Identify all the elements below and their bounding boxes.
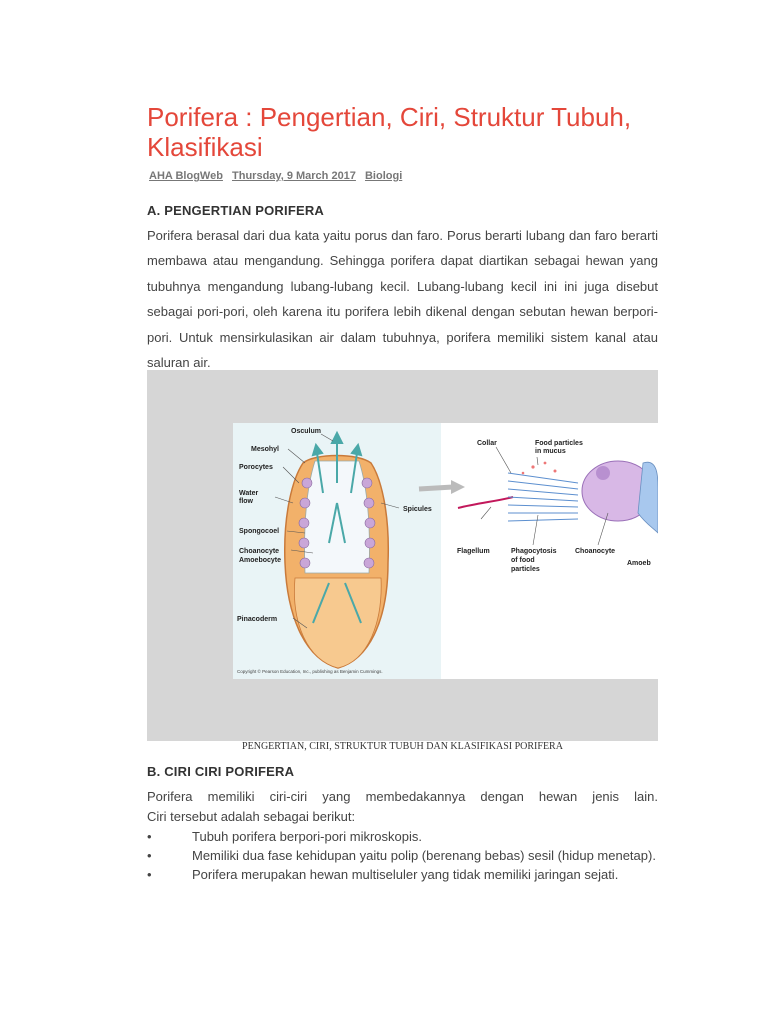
label-flagellum: Flagellum: [457, 548, 490, 555]
label-amoeb-right: Amoeb: [627, 560, 651, 567]
ciri-list: [147, 828, 658, 885]
label-choanocyte-left: Choanocyte: [239, 548, 280, 555]
cell-nucleus: [596, 466, 610, 480]
label-pinacoderm: Pinacoderm: [237, 616, 278, 623]
date-link[interactable]: Thursday, 9 March 2017: [232, 170, 356, 182]
label-choanocyte-right: Choanocyte: [575, 548, 616, 555]
label-flow: flow: [239, 498, 253, 505]
label-phagocytosis: Phagocytosis: [511, 548, 557, 555]
label-particles: particles: [511, 566, 540, 573]
bullet-icon: •: [147, 829, 152, 844]
list-item: [147, 866, 658, 883]
label-collar: Collar: [477, 440, 497, 447]
label-mesohyl: Mesohyl: [251, 446, 280, 453]
zoom-arrow: [419, 487, 453, 489]
post-meta: [149, 170, 408, 182]
food-particles: [522, 462, 557, 475]
list-item: [147, 847, 658, 864]
section-a-heading: A. PENGERTIAN PORIFERA: [147, 203, 325, 218]
sponge-diagram: [233, 423, 658, 679]
list-item-text: Tubuh porifera berpori-pori mikroskopis.: [192, 829, 423, 844]
label-of-food: of food: [511, 557, 535, 564]
collar-microvilli: [508, 473, 578, 521]
section-b-heading: B. CIRI CIRI PORIFERA: [147, 764, 295, 779]
zoom-arrowhead: [451, 480, 465, 494]
label-spongocoel: Spongocoel: [239, 528, 280, 535]
label-porocytes: Porocytes: [239, 464, 273, 471]
article-title: Porifera : Pengertian, Ciri, Struktur Tubuh, Klasifikasi: [147, 102, 632, 162]
section-a-paragraph: Porifera berasal dari dua kata yaitu porus dan faro. Porus berarti lubang dan faro berarti membawa atau mengandung. Sehingga porifera dapat diartikan sebagai hewan yang tubuhnya mengandung lubang-lubang kecil. Lubang-lubang kecil ini ini juga disebut sebagai pori-pori, oleh karena itu porifera lebih dikenal dengan sebutan hewan berpori-pori. Untuk mensirkulasikan air dalam tubuhnya, porifera memiliki sistem kanal atau saluran air.: [147, 228, 658, 371]
label-in-mucus: in mucus: [535, 448, 566, 455]
copyright-text: Copyright © Pearson Education, Inc., publishing as Benjamin Cummings.: [237, 669, 383, 674]
figure-image: [233, 423, 658, 679]
category-link[interactable]: Biologi: [364, 170, 403, 182]
bullet-icon: •: [147, 867, 152, 882]
bullet-icon: •: [147, 848, 152, 863]
label-spicules: Spicules: [403, 506, 432, 513]
label-amoebocyte-left: Amoebocyte: [239, 557, 282, 564]
label-osculum: Osculum: [291, 428, 321, 435]
sponge-anatomy-figure: [147, 370, 658, 741]
list-item-text: Porifera merupakan hewan multiseluler yang tidak memiliki jaringan sejati.: [192, 867, 619, 882]
label-water: Water: [239, 490, 259, 497]
list-item: [147, 828, 658, 845]
figure-caption: PENGERTIAN, CIRI, STRUKTUR TUBUH DAN KLASIFIKASI PORIFERA: [242, 741, 563, 752]
flagellum-line: [458, 497, 513, 508]
list-item-text: Memiliki dua fase kehidupan yaitu polip (berenang bebas) sesil (hidup menetap).: [192, 848, 656, 863]
author-link[interactable]: AHA BlogWeb: [149, 170, 223, 182]
section-b-intro-line1: Porifera memiliki ciri-ciri yang membedakannya dengan hewan jenis lain.: [147, 789, 658, 804]
label-food-particles: Food particles: [535, 440, 583, 447]
section-b-intro-line2: Ciri tersebut adalah sebagai berikut:: [147, 809, 356, 824]
